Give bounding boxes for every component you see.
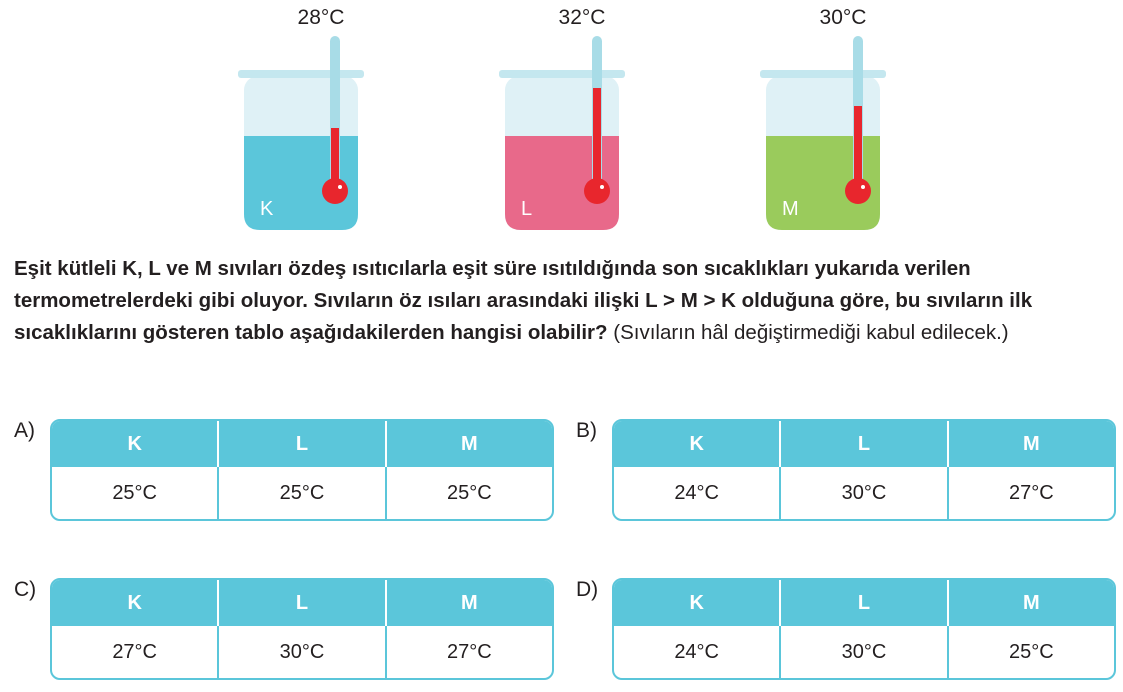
table-header: M <box>460 432 478 455</box>
liquid-label-l: L <box>521 198 533 220</box>
table-header: K <box>614 580 781 626</box>
table-cell: 25°C <box>446 481 492 504</box>
liquid-label-m: M <box>782 198 799 220</box>
beaker-k-temperature: 28°C <box>297 6 345 29</box>
liquid-label-k: K <box>260 198 274 220</box>
beaker-l-temperature: 32°C <box>558 6 606 29</box>
table-header: M <box>1022 591 1040 614</box>
option-b-table <box>612 419 1116 521</box>
mercury-l <box>593 88 601 184</box>
option-c-table <box>50 578 554 680</box>
table-header: L <box>781 580 948 626</box>
table-cell: 27°C <box>52 626 219 678</box>
question-bold: Eşit kütleli K, L ve M sıvıları özdeş ısıtıcılarla eşit süre ısıtıldığında son sıcaklıkları yukarıda verilen termometrelerdeki gibi oluyor. Sıvıların öz ısıları arasındaki ilişki L > M > K olduğuna göre, bu sıvıların ilk sıcaklıklarını gösteren tablo aşağıdakilerden hangisi olabilir? <box>14 257 1033 344</box>
table-header: M <box>460 591 478 614</box>
option-c-letter: C) <box>14 578 37 601</box>
table-cell: 24°C <box>614 626 781 678</box>
option-a-table <box>50 419 554 521</box>
beaker-m-temperature: 30°C <box>819 6 867 29</box>
table-cell: 25°C <box>52 467 219 519</box>
table-cell: 24°C <box>614 467 781 519</box>
table-cell: 27°C <box>446 640 492 663</box>
table-header: K <box>52 580 219 626</box>
option-a-letter: A) <box>14 419 35 442</box>
table-cell: 25°C <box>219 467 386 519</box>
beaker-k <box>236 0 406 240</box>
option-b-letter: B) <box>576 419 597 442</box>
table-header: M <box>1022 432 1040 455</box>
option-d-table <box>612 578 1116 680</box>
table-cell: 30°C <box>781 626 948 678</box>
table-header: K <box>614 421 781 467</box>
table-header: L <box>219 421 386 467</box>
option-d-letter: D) <box>576 578 599 601</box>
table-header: L <box>219 580 386 626</box>
table-cell: 30°C <box>219 626 386 678</box>
beaker-l <box>497 0 667 240</box>
question-text <box>14 253 1114 349</box>
mercury-k <box>331 128 339 184</box>
table-cell: 25°C <box>1008 640 1054 663</box>
table-header: K <box>52 421 219 467</box>
table-cell: 27°C <box>1008 481 1054 504</box>
mercury-m <box>854 106 862 184</box>
question-note: (Sıvıların hâl değiştirmediği kabul edilecek.) <box>607 321 1009 344</box>
table-cell: 30°C <box>781 467 948 519</box>
beaker-m <box>758 0 928 240</box>
table-header: L <box>781 421 948 467</box>
